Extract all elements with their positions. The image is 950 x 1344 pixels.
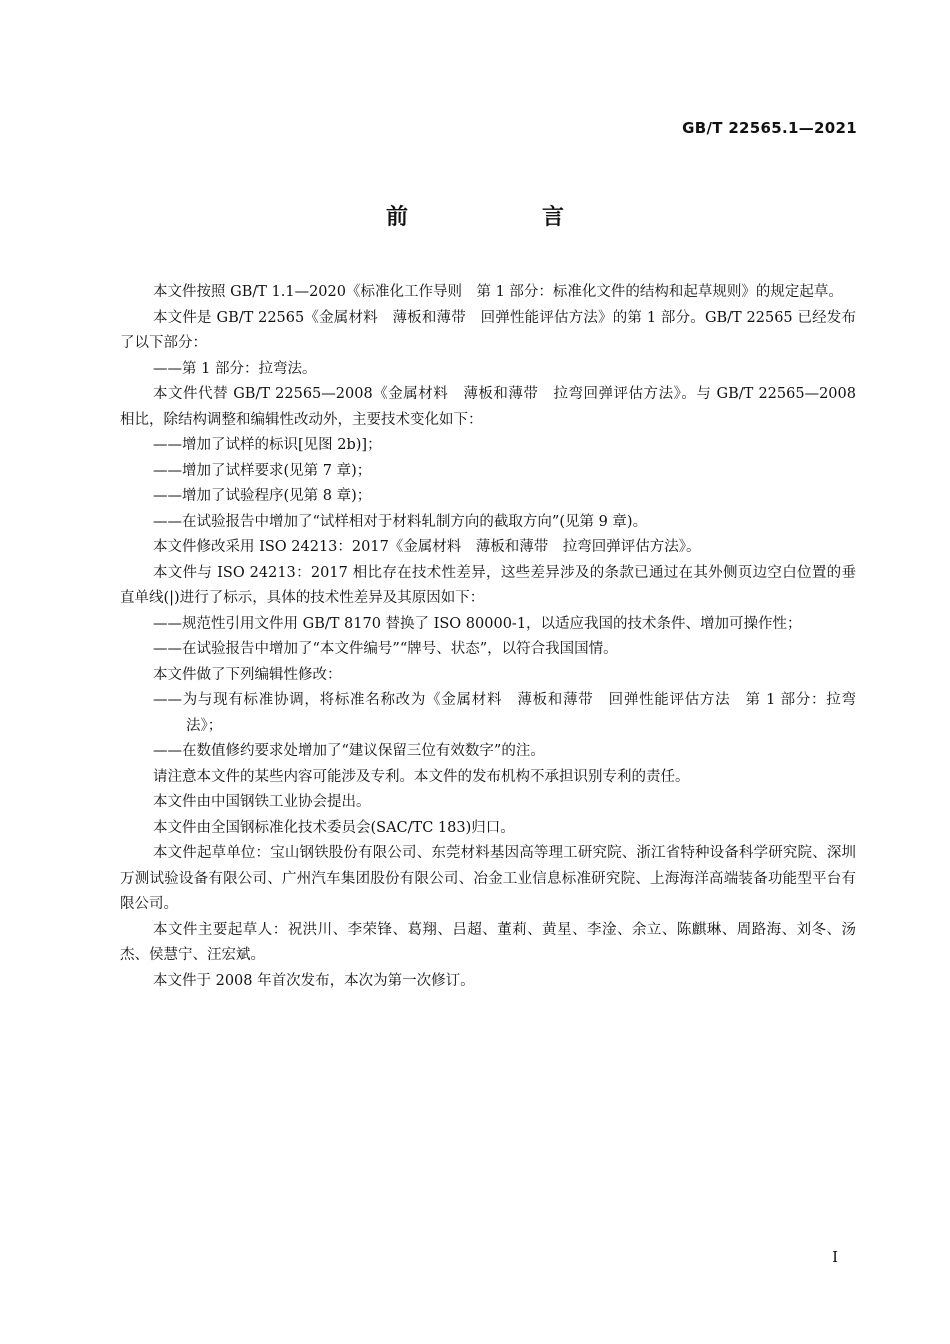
paragraph: 本文件代替 GB/T 22565—2008《金属材料 薄板和薄带 拉弯回弹评估方法》。与 GB/T 22565—2008 相比，除结构调整和编辑性改动外，主要技术变化如下： [120,386,856,428]
foreword-body [120,280,856,994]
list-item: ——增加了试样要求(见第 7 章)； [153,462,372,479]
paragraph: 本文件于 2008 年首次发布，本次为第一次修订。 [153,972,475,989]
list-item: ——在试验报告中增加了“本文件编号”“牌号、状态”，以符合我国国情。 [153,641,618,657]
list-item: ——规范性引用文件用 GB/T 8170 替换了 ISO 80000-1，以适应我国的技术条件、增加可操作性； [153,615,802,632]
paragraph: 本文件与 ISO 24213：2017 相比存在技术性差异，这些差异涉及的条款已通过在其外侧页边空白位置的垂直单线(|)进行了标示，具体的技术性差异及其原因如下： [120,564,856,606]
paragraph: 本文件起草单位：宝山钢铁股份有限公司、东莞材料基因高等理工研究院、浙江省特种设备科学研究院、深圳万测试验设备有限公司、广州汽车集团股份有限公司、冶金工业信息标准研究院、上海海洋高端装备功能型平台有限公司。 [120,845,856,912]
paragraph: 请注意本文件的某些内容可能涉及专利。本文件的发布机构不承担识别专利的责任。 [153,768,690,785]
standard-code: GB/T 22565.1—2021 [682,119,857,137]
paragraph: 本文件由中国钢铁工业协会提出。 [153,794,371,810]
page-title: 前 言 [385,205,620,230]
list-item: ——为与现有标准协调，将标准名称改为《金属材料 薄板和薄带 回弹性能评估方法 第 1 部分：拉弯法》； [153,692,856,734]
paragraph: 本文件按照 GB/T 1.1—2020《标准化工作导则 第 1 部分：标准化文件的结构和起草规则》的规定起草。 [153,284,843,300]
paragraph: 本文件主要起草人：祝洪川、李荣锋、葛翔、吕超、董莉、黄星、李淦、余立、陈麒琳、周路海、刘冬、汤杰、侯慧宁、汪宏斌。 [120,921,856,963]
list-item: ——第 1 部分：拉弯法。 [153,360,317,377]
list-item: ——在数值修约要求处增加了“建议保留三位有效数字”的注。 [153,743,545,759]
paragraph: 本文件由全国钢标准化技术委员会(SAC/TC 183)归口。 [153,819,515,836]
list-item: ——在试验报告中增加了“试样相对于材料轧制方向的截取方向”(见第 9 章)。 [153,513,648,530]
page-number: I [832,1248,838,1266]
paragraph: 本文件是 GB/T 22565《金属材料 薄板和薄带 回弹性能评估方法》的第 1 部分。GB/T 22565 已经发布了以下部分： [120,309,856,351]
paragraph: 本文件做了下列编辑性修改： [153,666,342,683]
list-item: ——增加了试验程序(见第 8 章)； [153,488,372,504]
list-item: ——增加了试样的标识[见图 2b)]； [153,437,382,453]
paragraph: 本文件修改采用 ISO 24213：2017《金属材料 薄板和薄带 拉弯回弹评估方法》。 [153,539,701,555]
